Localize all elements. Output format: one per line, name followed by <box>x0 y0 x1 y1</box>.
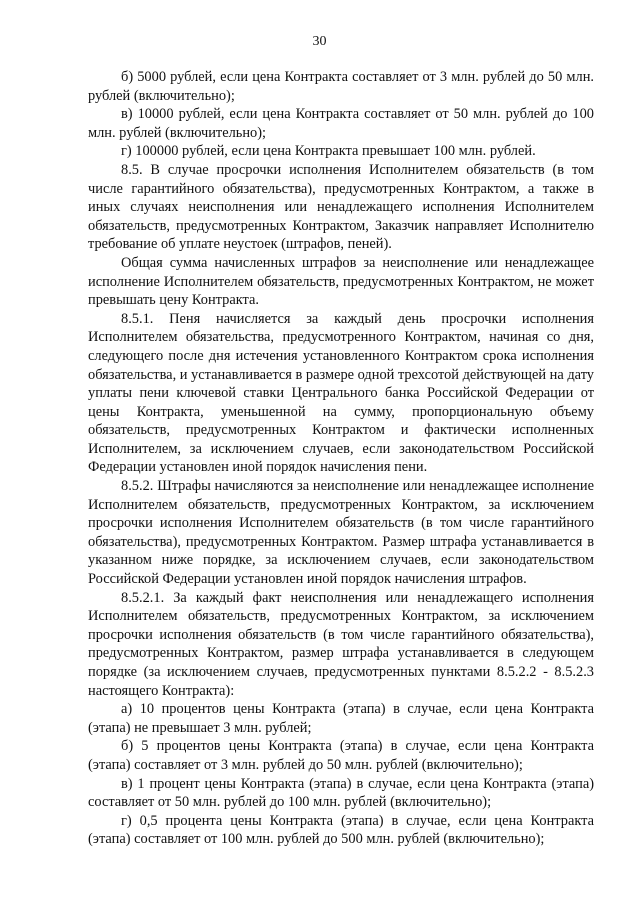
paragraph-v-10000: в) 10000 рублей, если цена Контракта составляет от 50 млн. рублей до 100 млн. рублей (включительно); <box>88 106 594 141</box>
paragraph-b-5000: б) 5000 рублей, если цена Контракта составляет от 3 млн. рублей до 50 млн. рублей (включительно); <box>88 69 594 104</box>
list-item-a: а) 10 процентов цены Контракта (этапа) в случае, если цена Контракта (этапа) не превышает 3 млн. рублей; <box>88 701 594 736</box>
list-item-b: б) 5 процентов цены Контракта (этапа) в случае, если цена Контракта (этапа) составляет от 3 млн. рублей до 50 млн. рублей (включительно); <box>88 738 594 773</box>
page-number: 30 <box>312 34 327 49</box>
list-item-v: в) 1 процент цены Контракта (этапа) в случае, если цена Контракта (этапа) составляет от 50 млн. рублей до 100 млн. рублей (включительно); <box>88 775 594 811</box>
paragraph-g-100000: г) 100000 рублей, если цена Контракта превышает 100 млн. рублей. <box>121 143 536 160</box>
clause-total-penalty: Общая сумма начисленных штрафов за неисполнение или ненадлежащее исполнение Исполнителем обязательств, предусмотренных Контрактом, не может превышать цену Контракта. <box>88 254 594 309</box>
clause-8-5-1: 8.5.1. Пеня начисляется за каждый день просрочки исполнения Исполнителем обязательства, предусмотренного Контрактом, начиная со дня, следующего после дня истечения установленного Контрактом срока исполнения обязательства, и устанавливается в размере одной трехсотой действующей на дату уплаты пени ключевой ставки Центрального банка Российской Федерации от цены Контракта, уменьшенной на сумму, пропорциональную объему обязательств, предусмотренных Контрактом и фактически исполненных Исполнителем, за исключением случаев, если законодательством Российской Федерации установлен иной порядок начисления пени. <box>88 310 594 476</box>
list-item-g: г) 0,5 процента цены Контракта (этапа) в случае, если цена Контракта (этапа) составляет от 100 млн. рублей до 500 млн. рублей (включительно); <box>88 812 594 848</box>
clause-8-5: 8.5. В случае просрочки исполнения Исполнителем обязательств (в том числе гарантийного обязательства), предусмотренных Контрактом, а также в иных случаях неисполнения или ненадлежащего исполнения Исполнителем обязательств, предусмотренных Контрактом, Заказчик направляет Исполнителю требование об уплате неустоек (штрафов, пеней). <box>88 161 594 253</box>
clause-8-5-2: 8.5.2. Штрафы начисляются за неисполнение или ненадлежащее исполнение Исполнителем обязательств, предусмотренных Контрактом, за исключением просрочки исполнения Исполнителем обязательств (в том числе гарантийного обязательства), предусмотренных Контрактом. Размер штрафа устанавливается в указанном ниже порядке, за исключением случаев, если законодательством Российской Федерации установлен иной порядок начисления штрафов. <box>88 478 594 588</box>
clause-8-5-2-1: 8.5.2.1. За каждый факт неисполнения или ненадлежащего исполнения Исполнителем обязательств, предусмотренных Контрактом, за исключением просрочки исполнения обязательств (в том числе гарантийного обязательства), предусмотренных Контрактом, размер штрафа устанавливается в следующем порядке (за исключением случаев, предусмотренных пунктами 8.5.2.2 - 8.5.2.3 настоящего Контракта): <box>88 589 594 699</box>
document-body <box>88 68 594 849</box>
